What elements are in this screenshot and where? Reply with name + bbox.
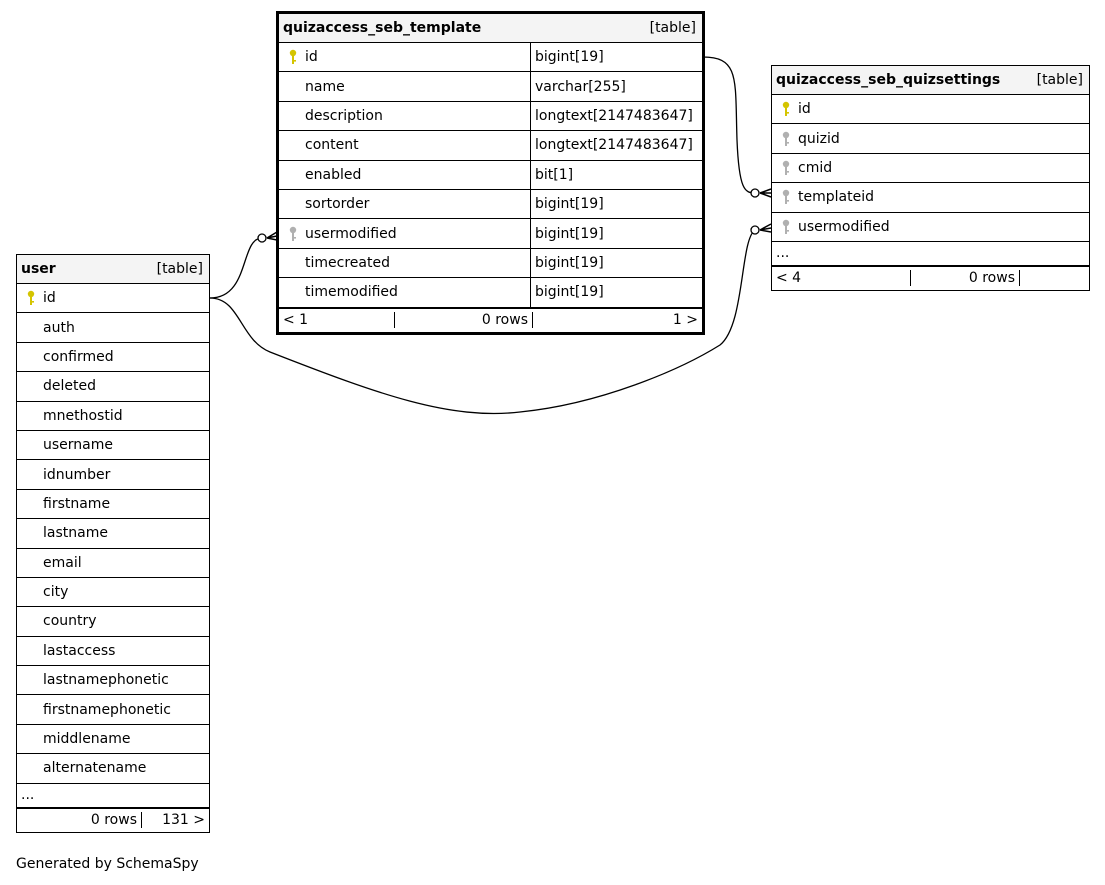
column-name-text: firstname xyxy=(43,495,111,512)
column-name-text: content xyxy=(305,137,359,154)
column-row[interactable] xyxy=(772,95,1089,124)
column-name-text: usermodified xyxy=(798,218,890,235)
column-name-text: enabled xyxy=(305,166,362,183)
table-name: quizaccess_seb_template xyxy=(283,20,482,36)
column-row[interactable] xyxy=(17,402,209,431)
column-type: bigint[19] xyxy=(530,278,702,306)
column-name xyxy=(772,183,1089,211)
column-name-text: email xyxy=(43,554,82,571)
column-name-text: deleted xyxy=(43,378,96,395)
column-type: varchar[255] xyxy=(530,72,702,100)
column-row[interactable] xyxy=(17,549,209,578)
column-name-text: id xyxy=(43,290,56,307)
column-row[interactable] xyxy=(772,154,1089,183)
column-name-text: idnumber xyxy=(43,466,111,483)
generated-by-note: Generated by SchemaSpy xyxy=(16,856,199,872)
footer-rows: 0 rows xyxy=(395,312,533,328)
column-name-text: templateid xyxy=(798,189,874,206)
column-name xyxy=(17,666,209,694)
edge-optional-marker xyxy=(751,189,759,197)
table-quizaccess-seb-quizsettings[interactable] xyxy=(771,65,1090,291)
footer-left[interactable]: < 1 xyxy=(279,312,395,328)
column-name xyxy=(17,725,209,753)
column-type: bit[1] xyxy=(530,161,702,189)
column-row[interactable] xyxy=(279,131,702,160)
column-list xyxy=(279,43,702,308)
table-type: [table] xyxy=(1036,72,1083,88)
column-row[interactable] xyxy=(17,284,209,313)
footer-rows: 0 rows xyxy=(68,812,142,828)
column-row[interactable] xyxy=(279,102,702,131)
table-name: quizaccess_seb_quizsettings xyxy=(776,72,1001,88)
column-row[interactable] xyxy=(17,578,209,607)
table-quizaccess-seb-template[interactable] xyxy=(276,11,705,335)
column-row[interactable] xyxy=(17,519,209,548)
footer-rows: 0 rows xyxy=(911,270,1020,286)
column-row[interactable] xyxy=(279,278,702,307)
column-name xyxy=(17,313,209,341)
column-name-text: cmid xyxy=(798,159,833,176)
column-row[interactable] xyxy=(17,343,209,372)
footer-left[interactable]: < 4 xyxy=(772,270,911,286)
edge-crowfoot xyxy=(760,189,771,197)
column-type: bigint[19] xyxy=(530,190,702,218)
column-name xyxy=(17,549,209,577)
column-row[interactable] xyxy=(17,607,209,636)
column-name xyxy=(279,278,530,306)
table-user[interactable] xyxy=(16,254,210,833)
column-name-text: city xyxy=(43,584,69,601)
column-name-text: name xyxy=(305,78,345,95)
column-row[interactable] xyxy=(772,183,1089,212)
column-name-text: usermodified xyxy=(305,225,397,242)
table-header xyxy=(279,14,702,43)
column-row[interactable] xyxy=(17,637,209,666)
column-name-text: lastname xyxy=(43,525,108,542)
column-name xyxy=(17,519,209,547)
more-columns: ... xyxy=(772,242,1089,266)
column-name xyxy=(17,754,209,782)
column-name-text: timecreated xyxy=(305,254,390,271)
column-name xyxy=(772,124,1089,152)
column-row[interactable] xyxy=(17,695,209,724)
column-name xyxy=(17,490,209,518)
column-name-text: username xyxy=(43,437,113,454)
column-name-text: country xyxy=(43,613,97,630)
column-name-text: quizid xyxy=(798,130,840,147)
column-name xyxy=(17,343,209,371)
column-name xyxy=(279,43,530,71)
edge-user-template xyxy=(210,238,262,298)
column-name-text: id xyxy=(798,101,811,118)
column-row[interactable] xyxy=(772,213,1089,242)
column-type: bigint[19] xyxy=(530,219,702,247)
table-footer xyxy=(772,266,1089,290)
column-name xyxy=(17,607,209,635)
column-name xyxy=(279,219,530,247)
column-name xyxy=(279,102,530,130)
column-name-text: lastaccess xyxy=(43,642,116,659)
column-row[interactable] xyxy=(17,431,209,460)
column-name xyxy=(279,161,530,189)
column-name-text: alternatename xyxy=(43,760,147,777)
column-row[interactable] xyxy=(17,313,209,342)
column-type: bigint[19] xyxy=(530,249,702,277)
column-name xyxy=(17,431,209,459)
column-row[interactable] xyxy=(279,219,702,248)
edge-crowfoot xyxy=(760,224,771,232)
column-name xyxy=(17,402,209,430)
column-name-text: mnethostid xyxy=(43,407,123,424)
column-name xyxy=(279,249,530,277)
edge-template-quizsettings xyxy=(703,57,755,193)
table-header xyxy=(17,255,209,284)
table-type: [table] xyxy=(156,261,203,277)
column-row[interactable] xyxy=(17,460,209,489)
footer-right[interactable]: 131 > xyxy=(162,812,205,829)
column-row[interactable] xyxy=(279,190,702,219)
column-name xyxy=(279,190,530,218)
column-name-text: lastnamephonetic xyxy=(43,672,169,689)
column-name xyxy=(17,637,209,665)
column-name-text: confirmed xyxy=(43,348,114,365)
column-row[interactable] xyxy=(17,490,209,519)
column-name-text: middlename xyxy=(43,731,131,748)
column-type: longtext[2147483647] xyxy=(530,131,702,159)
column-name xyxy=(772,95,1089,123)
column-row[interactable] xyxy=(279,72,702,101)
more-columns: ... xyxy=(17,784,209,808)
column-name xyxy=(279,131,530,159)
column-name-text: id xyxy=(305,49,318,66)
edge-optional-marker xyxy=(258,234,266,242)
table-name: user xyxy=(21,261,56,277)
column-row[interactable] xyxy=(772,124,1089,153)
column-row[interactable] xyxy=(17,754,209,783)
column-name xyxy=(279,72,530,100)
column-name-text: auth xyxy=(43,319,75,336)
footer-right[interactable]: 1 > xyxy=(672,312,698,329)
column-name-text: sortorder xyxy=(305,196,370,213)
column-name xyxy=(17,460,209,488)
column-name xyxy=(17,695,209,723)
column-row[interactable] xyxy=(279,43,702,72)
column-name-text: timemodified xyxy=(305,284,398,301)
column-list xyxy=(17,284,209,784)
column-row[interactable] xyxy=(17,666,209,695)
column-row[interactable] xyxy=(17,725,209,754)
column-type: bigint[19] xyxy=(530,43,702,71)
table-header xyxy=(772,66,1089,95)
column-name-text: firstnamephonetic xyxy=(43,701,171,718)
column-row[interactable] xyxy=(17,372,209,401)
column-name xyxy=(772,154,1089,182)
column-name xyxy=(17,578,209,606)
column-row[interactable] xyxy=(279,161,702,190)
table-type: [table] xyxy=(649,20,696,36)
table-footer xyxy=(279,308,702,332)
column-type: longtext[2147483647] xyxy=(530,102,702,130)
column-name-text: description xyxy=(305,107,383,124)
edge-optional-marker xyxy=(751,226,759,234)
column-name xyxy=(772,213,1089,241)
column-name xyxy=(17,372,209,400)
column-name xyxy=(17,284,209,312)
column-row[interactable] xyxy=(279,249,702,278)
column-list xyxy=(772,95,1089,242)
table-footer xyxy=(17,808,209,832)
